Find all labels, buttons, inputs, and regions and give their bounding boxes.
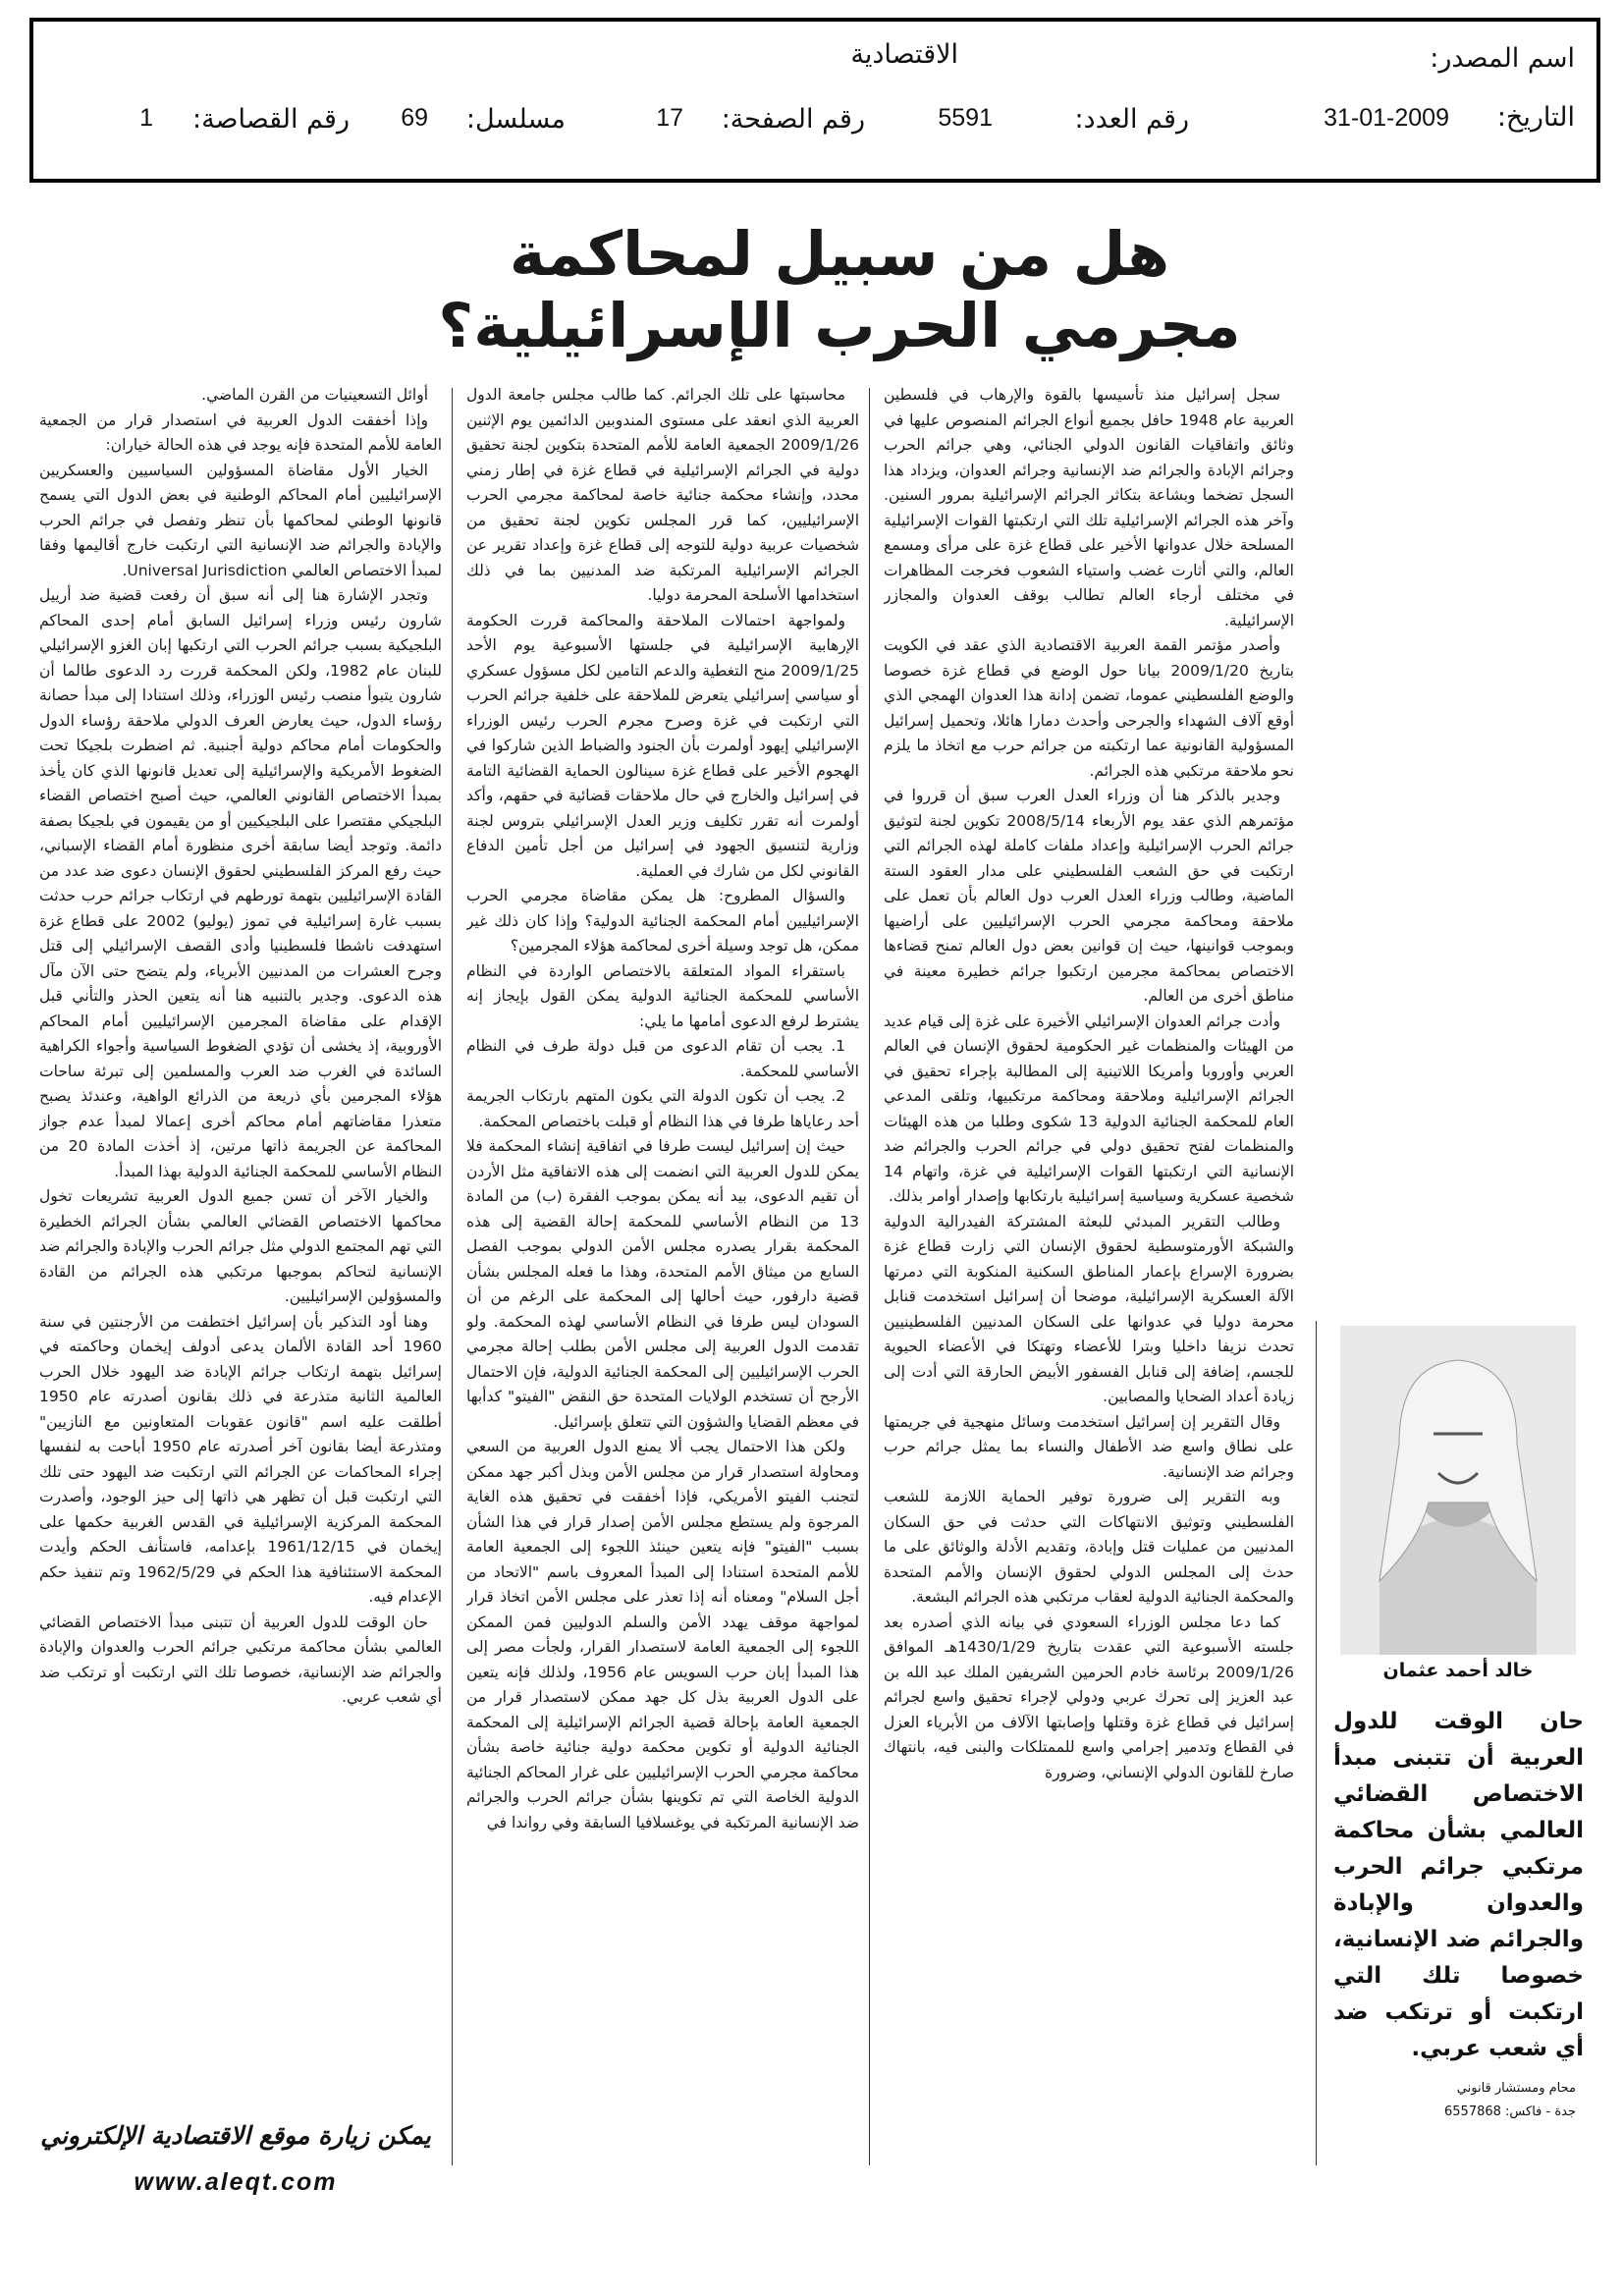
paragraph: وأدت جرائم العدوان الإسرائيلي الأخيرة على غزة إلى قيام عديد من الهيئات والمنظمات غير الحكومية لحقوق الإنسان في العالم العربي وأوروبا وأمريكا اللاتينية إلى المطالبة بإجراء تحقيق في الجرائم الإسرائيلية وملاحقة ومحاكمة مرتكبيها، وتلقى المدعي العام للمحكمة الجنائية الدولية 13 شكوى وطلبا من هذه الهيئات والمنظمات لفتح تحقيق دولي في جرائم الحرب والجرائم ضد الإنسانية التي ارتكبتها القوات الإسرائيلية في غزة، واتهام 14 شخصية عسكرية وسياسية إسرائيلية بارتكابها وإصدار أوامر بذلك. — [884, 1011, 1294, 1205]
paragraph: والخيار الآخر أن تسن جميع الدول العربية تشريعات تخول محاكمها الاختصاص القضائي العالمي بشأن الجرائم الخطيرة التي تهم المجتمع الدولي مثل جرائم الحرب والإبادة والجرائم ضد الإنسانية لتحاكم بموجبها مرتكبي هذه الجرائم من القادة والمسؤولين الإسرائيليين. — [39, 1187, 442, 1305]
article-column-2 — [466, 383, 859, 2165]
clip-value: 1 — [139, 104, 153, 132]
page-label: رقم الصفحة: — [721, 104, 865, 135]
paragraph: حان الوقت للدول العربية أن تتبنى مبدأ الاختصاص القضائي العالمي بشأن محاكمة مرتكبي جرائم الحرب والعدوان والإبادة والجرائم ضد الإنسانية، خصوصا تلك التي ارتكبت أو ترتكب ضد أي شعب عربي. — [39, 1613, 442, 1706]
paragraph: وهنا أود التذكير بأن إسرائيل اختطفت من الأرجنتين في سنة 1960 أحد القادة الألمان يدعى أدولف إيخمان وحاكمته في إسرائيل بتهمة ارتكاب جرائم الإبادة ضد اليهود خلال الحرب العالمية الثانية متذرعة في ذلك بقانون أصدرته عام 1950 أطلقت عليه اسم "قانون عقوبات المتعاونين مع النازيين" ومتذرعة أيضا بقانون آخر أصدرته عام 1950 أباحت به لنفسها إجراء المحاكمات عن الجرائم التي ارتكبت ضد اليهود حتى تلك التي ارتكبت قبل أن تظهر هي ذاتها إلى حيز الوجود، وأصدرت المحكمة المركزية الإسرائيلية في القدس الغربية حكمها على إيخمان في 1961/12/15 بإعدامه، فاستأنف الحكم وأيدت المحكمة الاستئنافية هذا الحكم في 1962/5/29 وتم تنفيذ حكم الإعدام فيه. — [39, 1312, 442, 1606]
paragraph: ولمواجهة احتمالات الملاحقة والمحاكمة قررت الحكومة الإرهابية الإسرائيلية في جلستها الأسبوعية يوم الأحد 2009/1/25 منح التغطية والدعم التامين لكل مسؤول عسكري أو سياسي إسرائيلي يتعرض للملاحقة على خلفية جرائم الحرب التي ارتكبت في غزة وصرح مجرم الحرب رئيس الوزراء الإسرائيلي إيهود أولمرت بأن الجنود والضباط الذين شاركوا في الهجوم الأخير على قطاع غزة سينالون الحماية القضائية التامة في إسرائيل والخارج في حال ملاحقات قضائية في حقهم، وأكد أولمرت أنه تقرر تكليف وزير العدل الإسرائيلي بتروس لجنة وزارية لتنسيق الجهود في إسرائيل من أجل تأمين الدفاع القانوني لكل من شارك في العملية. — [466, 611, 859, 880]
paragraph: وإذا أخفقت الدول العربية في استصدار قرار من الجمعية العامة للأمم المتحدة فإنه يوجد في هذه الحالة خياران: — [39, 410, 442, 454]
paragraph: وجدير بالذكر هنا أن وزراء العدل العرب سبق أن قرروا في مؤتمرهم الذي عقد يوم الأربعاء 2008/5/14 تكوين لجنة لتوثيق جرائم الحرب الإسرائيلية وإعداد ملفات كاملة لهذه الجرائم التي ارتكبت في حق الشعب الفلسطيني على مدار العقود الستة الماضية، وطالب وزراء العدل العرب دول العالم بأن تعمل على ملاحقة ومحاكمة مجرمي الحرب الإسرائيليين على أراضيها وبموجب قوانينها، حيث إن قوانين بعض دول العالم تمنح قضاءها الاختصاص بمحاكمة مجرمين ارتكبوا جرائم خطيرة معينة في مناطق أخرى من العالم. — [884, 787, 1294, 1005]
paragraph: حيث إن إسرائيل ليست طرفا في اتفاقية إنشاء المحكمة فلا يمكن للدول العربية التي انضمت إلى هذه الاتفاقية مثل الأردن أن تقيم الدعوى، بيد أنه يمكن بموجب الفقرة (ب) من المادة 13 من النظام الأساسي للمحكمة إحالة القضية إلى هذه المحكمة بقرار يصدره مجلس الأمن الدولي بموجب الفصل السابع من ميثاق الأمم المتحدة، وهذا ما فعله المجلس بشأن قضية دارفور، حيث أحالها إلى المحكمة على الرغم من أن السودان ليس طرفا في النظام الأساسي لهذه المحكمة. ولو تقدمت الدول العربية إلى مجلس الأمن بطلب إحالة مجرمي الحرب الإسرائيليين إلى المحكمة الجنائية الدولية، فإن الاحتمال الأرجح أن تستخدم الولايات المتحدة حق النقض "الفيتو" كدأبها في معظم القضايا والشؤون التي تتعلق بإسرائيل. — [466, 1137, 859, 1431]
column-divider — [869, 388, 870, 2165]
date-value: 31-01-2009 — [1324, 104, 1449, 132]
issue-value: 5591 — [938, 104, 993, 132]
website-promo: يمكن زيارة موقع الاقتصادية الإلكتروني — [40, 2121, 431, 2150]
source-label: اسم المصدر: — [1430, 43, 1575, 74]
author-photo — [1340, 1326, 1576, 1655]
paragraph: والسؤال المطروح: هل يمكن مقاضاة مجرمي الحرب الإسرائيليين أمام المحكمة الجنائية الدولية؟ وإذا كان ذلك غير ممكن، هل توجد وسيلة أخرى لمحاكمة هؤلاء المجرمين؟ — [466, 887, 859, 955]
column-divider — [452, 388, 453, 2165]
paragraph: 1. يجب أن تقام الدعوى من قبل دولة طرف في النظام الأساسي للمحكمة. — [466, 1037, 859, 1080]
author-name: خالد أحمد عثمان — [1382, 1660, 1534, 1681]
author-contact: جدة - فاكس: 6557868 — [1444, 2105, 1576, 2119]
author-role: محام ومستشار قانوني — [1456, 2081, 1576, 2096]
serial-value: 69 — [401, 104, 428, 132]
paragraph: ولكن هذا الاحتمال يجب ألا يمنع الدول العربية من السعي ومحاولة استصدار قرار من مجلس الأمن وبذل أكبر جهد ممكن لتجنب الفيتو الأمريكي، فإذا أخفقت في تحقيق هذه الغاية المرجوة ولم يستطع مجلس الأمن إصدار قرار في هذا الشأن بسبب "الفيتو" فإنه يتعين حينئذ اللجوء إلى الجمعية العامة للأمم المتحدة استنادا إلى المبدأ المعروف باسم "الاتحاد من أجل السلام" ومعناه أنه إذا تعذر على مجلس الأمن اتخاذ قرار لمواجهة موقف يهدد الأمن والسلم الدوليين فمن الممكن اللجوء إلى الجمعية العامة لاستصدار القرار، ولجأت مصر إلى هذا المبدأ إبان حرب السويس عام 1956، ولذلك فإنه يتعين على الدول العربية بذل كل جهد ممكن لاستصدار قرار من الجمعية العامة بإحالة قضية الجرائم الإسرائيلية إلى المحكمة الجنائية الدولية أو تكوين محكمة دولية جنائية خاصة بشأن محاكمة مجرمي الحرب الإسرائيليين على غرار المحاكم الجنائية الدولية الخاصة التي تم تكوينها بشأن جرائم الحرب والجرائم ضد الإنسانية المرتكبة في يوغسلافيا السابقة وفي رواندا في — [466, 1438, 859, 1831]
paragraph: كما دعا مجلس الوزراء السعودي في بيانه الذي أصدره بعد جلسته الأسبوعية التي عقدت بتاريخ 1430/1/29هـ الموافق 2009/1/26 برئاسة خادم الحرمين الشريفين الملك عبد الله بن عبد العزيز إلى تحرك عربي ودولي لإجراء تحقيق واسع لجرائم إسرائيل في قطاع غزة وقتلها وإصابتها الآلاف من الأبرياء العزل في القطاع وتدمير إجرامي واسع للممتلكات والبنى فيه، بانتهاك صارخ للقانون الدولي الإنساني، وضرورة — [884, 1613, 1294, 1781]
issue-label: رقم العدد: — [1074, 104, 1189, 135]
paragraph: 2. يجب أن تكون الدولة التي يكون المتهم بارتكاب الجريمة أحد رعاياها طرفا في هذا النظام أو قبلت باختصاص المحكمة. — [466, 1087, 859, 1130]
paragraph: وطالب التقرير المبدئي للبعثة المشتركة الفيدرالية الدولية والشبكة الأورمتوسطية لحقوق الإنسان التي زارت قطاع غزة بضرورة الإسراع بإعمار المناطق السكنية المنكوبة التي دمرتها الآلة العسكرية الإسرائيلية، موضحا أن إسرائيل استخدمت قنابل محرمة دوليا في عدوانها على السكان المدنيين الفلسطينيين تحدث نزيفا داخليا وبترا للأعضاء وتهتكا في الأعضاء الحيوية للجسم، إضافة إلى قنابل الفسفور الأبيض الحارقة التي أدت إلى زيادة أعداد الضحايا والمصابين. — [884, 1212, 1294, 1405]
pull-quote: حان الوقت للدول العربية أن تتبنى مبدأ الاختصاص القضائي العالمي بشأن محاكمة مرتكبي جرائم الحرب والعدوان والإبادة والجرائم ضد الإنسانية، خصوصا تلك التي ارتكبت أو ترتكب ضد أي شعب عربي. — [1333, 1709, 1584, 2061]
paragraph: أوائل التسعينيات من القرن الماضي. — [201, 386, 428, 404]
paragraph: وتجدر الإشارة هنا إلى أنه سبق أن رفعت قضية ضد أرييل شارون رئيس وزراء إسرائيل السابق أمام إحدى المحاكم البلجيكية بسبب جرائم الحرب التي ارتكبها إبان الغزو الإسرائيلي للبنان عام 1982، ولكن المحكمة قررت رد الدعوى طالما أن شارون يتبوأ منصب رئيس الوزراء، وذلك استنادا إلى مبدأ حصانة رؤساء الدول، حيث يعارض العرف الدولي ملاحقة رؤساء الدول والحكومات أمام محاكم دولية أجنبية. ثم اضطرت بلجيكا تحت الضغوط الأمريكية والإسرائيلية إلى تعديل قانونها الذي كان يأخذ بمبدأ الاختصاص القانوني العالمي، حيث أصبح اختصاص القضاء البلجيكي مقتصرا على البلجيكيين أو من يقيمون في بلجيكا بصفة دائمة. وتوجد أيضا سابقة أخرى منظورة أمام القضاء الإسباني، حيث رفع المركز الفلسطيني لحقوق الإنسان دعوى ضد عدد من القادة الإسرائيليين بتهمة تورطهم في ارتكاب جرائم حرب حدثت بسبب غارة إسرائيلية في تموز (يوليو) 2002 على قطاع غزة استهدفت ناشطا فلسطينيا وأدى القصف الإسرائيلي إلى قتل وجرح العشرات من المدنيين الأبرياء، ولم يتضح حتى الآن مآل هذه الدعوى. وجدير بالتنبيه هنا أنه يتعين الحذر والتأني قبل الإقدام على مقاضاة المجرمين الإسرائيليين أمام المحاكم الأوروبية، إذ يخشى أن تؤدي الضغوط السياسية وأجواء الكراهية السائدة في الغرب ضد العرب والمسلمين إلى تبرئة ساحات هؤلاء المجرمين بأي ذريعة من الذرائع الواهية، وعندئذ يصبح متعذرا مقاضاتهم أمام محاكم أخرى إعمالا لمبدأ عدم جواز المحاكمة عن الجريمة ذاتها مرتين، إذ أخذت المادة 20 من النظام الأساسي للمحكمة الجنائية الدولية بهذا المبدأ. — [39, 586, 442, 1180]
website-link[interactable]: www.aleqt.com — [134, 2168, 338, 2196]
serial-label: مسلسل: — [465, 104, 566, 135]
author-bio — [1340, 2077, 1576, 2124]
page-value: 17 — [656, 104, 683, 132]
article-title: هل من سبيل لمحاكمة مجرمي الحرب الإسرائيلية؟ — [438, 218, 1241, 361]
date-label: التاريخ: — [1496, 102, 1575, 133]
clipping-header — [29, 18, 1600, 183]
paragraph: وأصدر مؤتمر القمة العربية الاقتصادية الذي عقد في الكويت بتاريخ 2009/1/20 بيانا حول الوضع في قطاع غزة خصوصا والوضع الفلسطيني عموما، تضمن إدانة هذا العدوان الهمجي الذي أوقع آلاف الشهداء والجرحى وأحدث دمارا هائلا، وتحميل إسرائيل المسؤولية القانونية عما ارتكبته من جرائم حرب مع اتخاذ ما يلزم نحو ملاحقة مرتكبي هذه الجرائم. — [884, 636, 1294, 780]
paragraph: وبه التقرير إلى ضرورة توفير الحماية اللازمة للشعب الفلسطيني وتوثيق الانتهاكات التي حدثت في حق السكان المدنيين من عمليات قتل وإبادة، وتقديم الأدلة والوثائق على ما حدث إلى المجلس الدولي لحقوق الإنسان والأمم المتحدة والمحكمة الجنائية الدولية لعقاب مرتكبي هذه الجرائم البشعة. — [884, 1488, 1294, 1606]
article-column-3 — [39, 383, 442, 2106]
source-value: الاقتصادية — [850, 39, 958, 70]
sidebar-divider — [1316, 1321, 1317, 2165]
clip-label: رقم القصاصة: — [191, 104, 350, 135]
paragraph: باستقراء المواد المتعلقة بالاختصاص الواردة في النظام الأساسي للمحكمة الجنائية الدولية يمكن القول بإيجاز إنه يشترط لرفع الدعوى أمامها ما يلي: — [466, 961, 859, 1030]
paragraph: سجل إسرائيل منذ تأسيسها بالقوة والإرهاب في فلسطين العربية عام 1948 حافل بجميع أنواع الجرائم المنصوص عليها في وثائق واتفاقيات القانون الدولي الجنائي، وهي جرائم الحرب وجرائم الإبادة والجرائم ضد الإنسانية وجرائم العدوان، ويزداد هذا السجل تضخما وبشاعة بتكاثر الجرائم الإسرائيلية بمرور السنين. وآخر هذه الجرائم الإسرائيلية تلك التي ارتكبتها القوات الإسرائيلية المسلحة خلال عدوانها الأخير على قطاع غزة على مرأى ومسمع العالم، والتي أثارت غضب واستياء الشعوب فخرجت المظاهرات في مختلف أرجاء العالم تطالب بوقف العدوان والمجازر الإسرائيلية. — [884, 386, 1294, 629]
article-column-1 — [884, 383, 1294, 2165]
paragraph: الخيار الأول مقاضاة المسؤولين السياسيين والعسكريين الإسرائيليين أمام المحاكم الوطنية في بعض الدول التي يسمح قانونها الوطني لمحاكمها بأن تنظر وتفصل في جرائم الحرب والإبادة والجرائم ضد الإنسانية التي ارتكبت خارج أقاليمها وفقا لمبدأ الاختصاص العالمي Universal Jurisdiction. — [39, 461, 442, 579]
paragraph: وقال التقرير إن إسرائيل استخدمت وسائل منهجية في جريمتها على نطاق واسع ضد الأطفال والنساء بما يمثل جرائم حرب وجرائم ضد الإنسانية. — [884, 1412, 1294, 1481]
paragraph: محاسبتها على تلك الجرائم. كما طالب مجلس جامعة الدول العربية الذي انعقد على مستوى المندوبين الدائمين يوم الإثنين 2009/1/26 الجمعية العامة للأمم المتحدة بتكوين لجنة تحقيق دولية في الجرائم الإسرائيلية في قطاع غزة في إطار زمني محدد، وإنشاء محكمة جنائية خاصة لمحاكمة مجرمي الحرب الإسرائيليين، كما قرر المجلس تكوين لجنة تحقيق من شخصيات عربية دولية للتوجه إلى قطاع غزة وإعداد تقرير عن الجرائم الإسرائيلية المرتكبة ضد المدنيين بما في ذلك استخدامها الأسلحة المحرمة دوليا. — [466, 386, 859, 604]
